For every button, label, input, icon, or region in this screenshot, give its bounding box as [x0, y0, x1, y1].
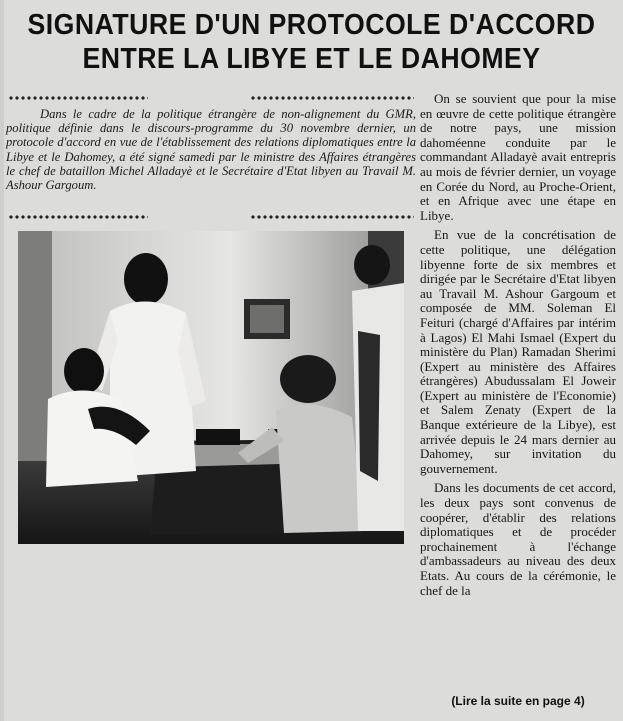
body-paragraph-2: En vue de la concrétisation de cette politique, une délégation libyenne forte de six membres et dirigée par le Secrétaire d'Etat libyen au Travail M. Ashour Gargoum et composée de MM. Soleman El Feituri (chargé d'Affaires par intérim à Lagos) El Mahi Ismael (Expert du ministère du Plan) Ramadan Sherimi (Expert au ministère des Affaires étrangères) Abudussalam El Joweir (Expert au ministère de l'Economie) et Salem Zenaty (Expert de la Banque extérieure de la Libye), est arrivée depuis le 24 mars dernier au Dahomey, sur invitation du gouvernement. [420, 227, 616, 476]
photo-illustration [18, 231, 404, 544]
headline [25, 8, 598, 76]
page-edge [0, 0, 4, 721]
signing-ceremony-photo [18, 231, 404, 544]
ornament-rule-bottom-right [250, 214, 414, 220]
ornament-rule-top-left [8, 95, 148, 101]
article-intro: Dans le cadre de la politique étrangère de non-alignement du GMR, politique définie dans le discours-programme du 30 novembre dernier, un protocole d'accord en vue de l'établissement des relations diplomatiques entre la Libye et le Dahomey, a été signé samedi par le ministre des Affaires étrangères le chef de bataillon Michel Alladayè et le Secrétaire d'Etat libyen au Travail M. Ashour Gargoum. [6, 107, 416, 193]
headline-line-2: ENTRE LA LIBYE ET LE DAHOMEY [82, 43, 541, 75]
continued-on-page-note: (Lire la suite en page 4) [451, 694, 585, 708]
body-paragraph-3: Dans les documents de cet accord, les deux pays sont convenus de coopérer, d'établir des relations diplomatiques et de procéder prochainement à l'échange d'ambassadeurs au niveau des deux Etats. Au cours de la cérémonie, le chef de la [420, 480, 616, 598]
headline-line-1: SIGNATURE D'UN PROTOCOLE D'ACCORD [27, 9, 596, 41]
article-body-column [420, 92, 616, 603]
ornament-rule-top-right [250, 95, 414, 101]
ornament-rule-bottom-left [8, 214, 148, 220]
body-paragraph-1: On se souvient que pour la mise en œuvre de cette politique étrangère de notre pays, une mission dahoméenne conduite par le commandant Alladayè avait entrepris au mois de février dernier, un voyage en Corée du Nord, au Proche-Orient, et en Afrique avec une étape en Libye. [420, 91, 616, 223]
